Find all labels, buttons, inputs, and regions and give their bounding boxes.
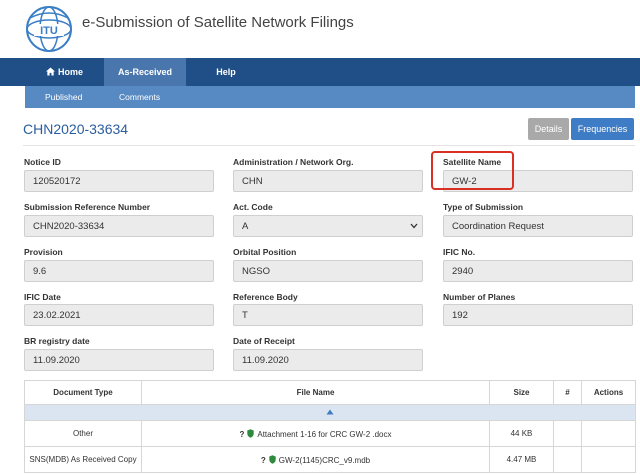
date-of-receipt-label: Date of Receipt — [233, 336, 295, 346]
header-hash[interactable]: # — [554, 381, 582, 405]
header-document-type[interactable]: Document Type — [25, 381, 142, 405]
svg-text:ITU: ITU — [40, 25, 58, 37]
documents-table — [24, 380, 636, 473]
header-actions: Actions — [582, 381, 636, 405]
title-divider — [23, 145, 635, 146]
question-icon[interactable]: ? — [239, 429, 245, 439]
sort-row — [25, 405, 636, 421]
file-link[interactable]: GW-2(1145)CRC_v9.mdb — [278, 455, 371, 465]
subnav-comments[interactable]: Comments — [119, 92, 161, 102]
ific-date-label: IFIC Date — [24, 292, 61, 302]
file-name-cell — [142, 421, 490, 447]
details-button[interactable]: Details — [528, 118, 569, 140]
submission-ref-label: Submission Reference Number — [24, 202, 151, 212]
itu-logo-icon[interactable] — [24, 4, 74, 54]
question-icon[interactable]: ? — [260, 455, 266, 465]
ific-date-field[interactable]: 23.02.2021 — [24, 304, 214, 326]
reference-body-field[interactable]: T — [233, 304, 423, 326]
site-header — [0, 0, 640, 58]
date-of-receipt-field[interactable]: 11.09.2020 — [233, 349, 423, 371]
chevron-down-icon — [410, 223, 418, 229]
frequencies-button[interactable]: Frequencies — [571, 118, 634, 140]
satellite-name-field[interactable]: GW-2 — [443, 170, 633, 192]
tab-home-label: Home — [57, 67, 83, 77]
provision-field[interactable]: 9.6 — [24, 260, 214, 282]
act-code-value: A — [242, 221, 249, 232]
ific-no-label: IFIC No. — [443, 247, 476, 257]
number-of-planes-label: Number of Planes — [443, 292, 516, 302]
size-cell: 44 KB — [490, 421, 554, 447]
page-title: CHN2020-33634 — [23, 121, 129, 137]
sort-cell[interactable] — [25, 405, 636, 421]
satellite-name-highlight — [431, 151, 514, 190]
table-row — [25, 447, 636, 473]
act-code-label: Act. Code — [233, 202, 273, 212]
satellite-name-label: Satellite Name — [443, 157, 502, 167]
actions-cell — [582, 447, 636, 473]
hash-cell — [554, 447, 582, 473]
ific-no-field[interactable]: 2940 — [443, 260, 633, 282]
sub-nav — [25, 86, 635, 108]
provision-label: Provision — [24, 247, 63, 257]
notice-id-field[interactable]: 120520172 — [24, 170, 214, 192]
tab-help[interactable]: Help — [216, 67, 236, 77]
hash-cell — [554, 421, 582, 447]
submission-ref-field[interactable]: CHN2020-33634 — [24, 215, 214, 237]
file-link[interactable]: Attachment 1-16 for CRC GW-2 .docx — [257, 429, 392, 439]
main-nav — [0, 58, 640, 86]
actions-cell — [582, 421, 636, 447]
table-header-row — [25, 381, 636, 405]
tab-home[interactable] — [25, 58, 104, 86]
tab-as-received[interactable]: As-Received — [104, 58, 186, 86]
type-of-submission-label: Type of Submission — [443, 202, 524, 212]
shield-icon — [247, 429, 254, 438]
br-registry-date-field[interactable]: 11.09.2020 — [24, 349, 214, 371]
header-size[interactable]: Size — [490, 381, 554, 405]
subnav-published[interactable]: Published — [45, 92, 83, 102]
table-row — [25, 421, 636, 447]
orbital-position-label: Orbital Position — [233, 247, 297, 257]
orbital-position-field[interactable]: NGSO — [233, 260, 423, 282]
size-cell: 4.47 MB — [490, 447, 554, 473]
doc-type-cell: Other — [25, 421, 142, 447]
act-code-select[interactable] — [233, 215, 423, 237]
home-icon — [46, 67, 55, 76]
number-of-planes-field[interactable]: 192 — [443, 304, 633, 326]
reference-body-label: Reference Body — [233, 292, 298, 302]
header-file-name[interactable]: File Name — [142, 381, 490, 405]
shield-icon — [269, 455, 276, 464]
notice-id-label: Notice ID — [24, 157, 61, 167]
file-name-cell — [142, 447, 490, 473]
administration-label: Administration / Network Org. — [233, 157, 354, 167]
sort-up-icon[interactable] — [326, 409, 334, 415]
type-of-submission-field[interactable]: Coordination Request — [443, 215, 633, 237]
br-registry-date-label: BR registry date — [24, 336, 90, 346]
administration-field[interactable]: CHN — [233, 170, 423, 192]
doc-type-cell: SNS(MDB) As Received Copy — [25, 447, 142, 473]
site-title: e-Submission of Satellite Network Filings — [82, 14, 354, 31]
